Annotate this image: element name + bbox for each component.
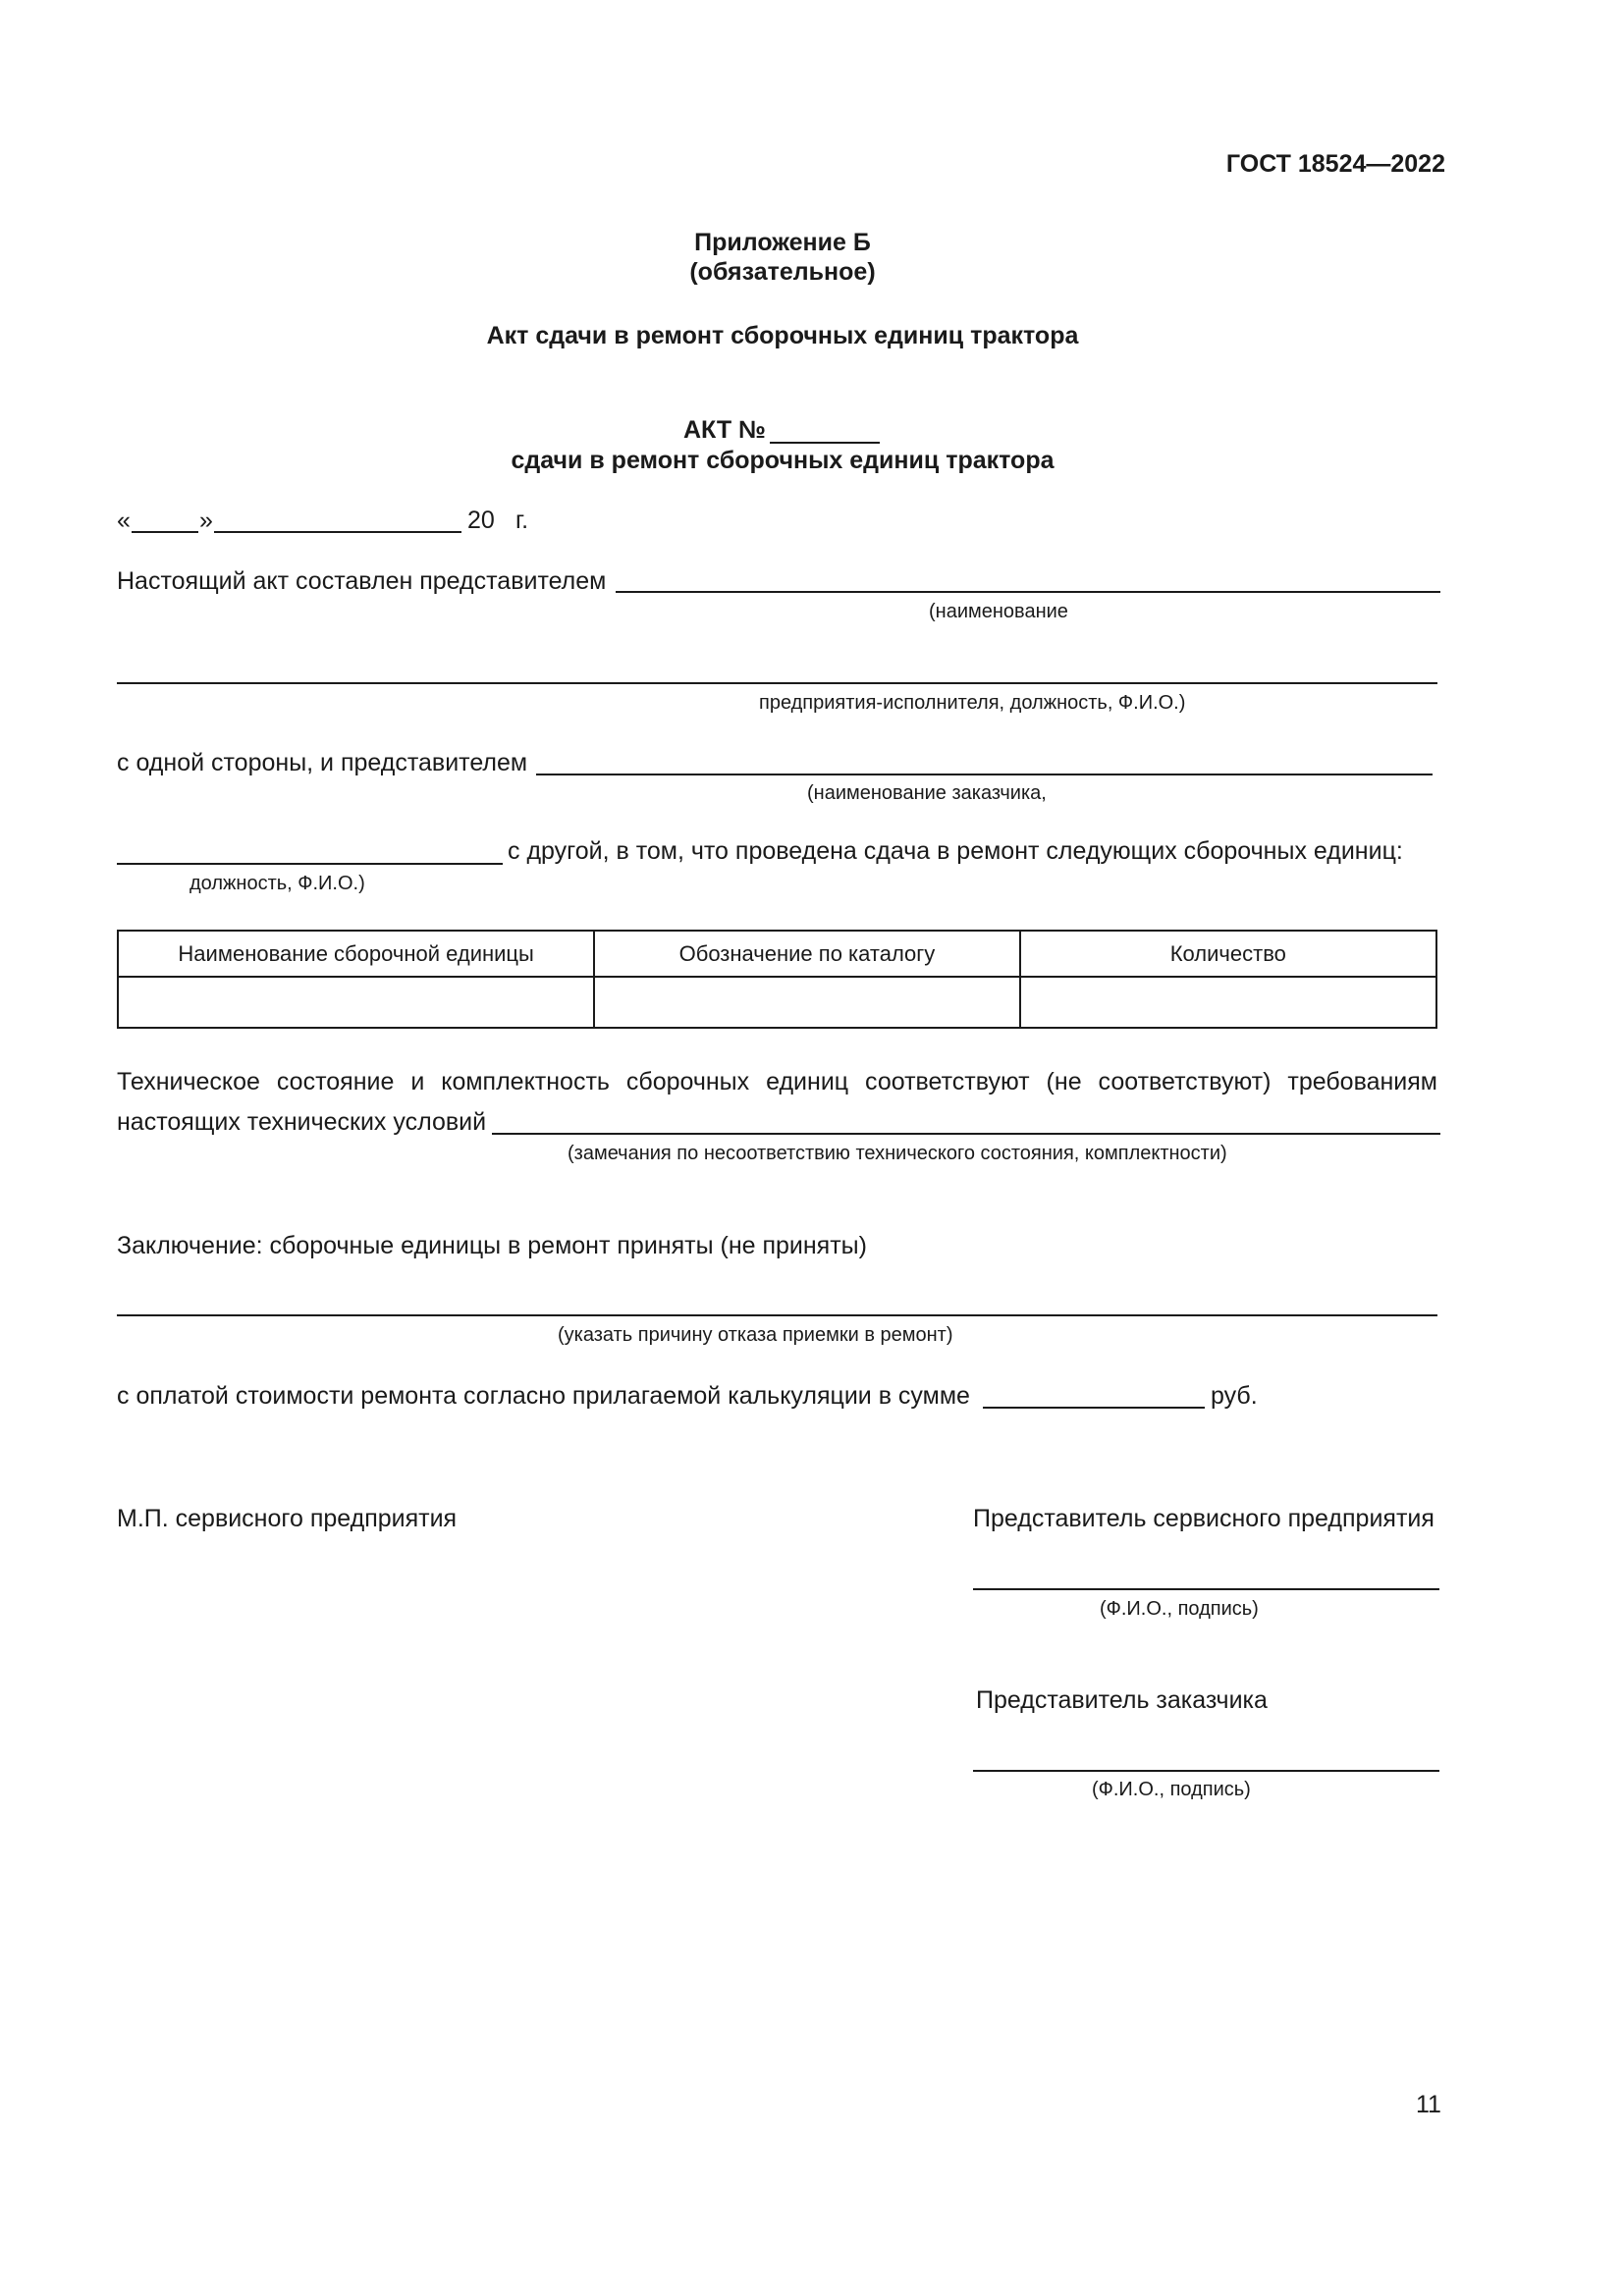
condition-line2-label: настоящих технических условий <box>117 1108 487 1136</box>
table-row <box>118 982 1436 1028</box>
rep2-label: с одной стороны, и представителем <box>117 749 528 776</box>
conclusion-label: Заключение: сборочные единицы в ремонт приняты (не приняты) <box>117 1232 867 1259</box>
date-open-quote: « <box>117 507 131 534</box>
units-table <box>117 930 1437 1029</box>
column-header: Количество <box>1020 931 1436 977</box>
date-year-prefix: 20 <box>467 507 495 534</box>
rep2-hint-2: должность, Ф.И.О.) <box>189 873 365 894</box>
condition-text: Техническое состояние и комплектность сборочных единиц соответствуют (не соответствуют) требованиям <box>117 1068 1437 1095</box>
service-signature-line[interactable] <box>973 1588 1439 1590</box>
payment-amount-line[interactable] <box>983 1407 1205 1409</box>
standard-code: ГОСТ 18524—2022 <box>1225 150 1445 178</box>
column-header: Обозначение по каталогу <box>594 931 1019 977</box>
act-number-line <box>770 442 880 444</box>
conclusion-line[interactable] <box>117 1314 1437 1316</box>
appendix-status: (обязательное) <box>689 258 876 286</box>
customer-rep-label: Представитель заказчика <box>976 1686 1268 1714</box>
rep1-hint: (наименование <box>929 601 1068 622</box>
appendix-title: Приложение Б <box>694 229 871 256</box>
date-year-suffix: г. <box>515 507 529 534</box>
act-number-label: АКТ № <box>683 416 767 444</box>
payment-text: с оплатой стоимости ремонта согласно прилагаемой калькуляции в сумме <box>117 1382 970 1410</box>
customer-signature-line[interactable] <box>973 1770 1439 1772</box>
date-day-line <box>132 531 198 533</box>
condition-line[interactable] <box>492 1133 1440 1135</box>
appendix-caption: Акт сдачи в ремонт сборочных единиц трактора <box>486 322 1079 349</box>
date-month-line <box>214 531 461 533</box>
condition-hint: (замечания по несоответствию технического состояния, комплектности) <box>568 1143 1227 1164</box>
rep1-line-2[interactable] <box>117 682 1437 684</box>
rep1-line[interactable] <box>616 591 1440 593</box>
customer-signature-hint: (Ф.И.О., подпись) <box>1092 1779 1251 1800</box>
page-number: 11 <box>1416 2091 1441 2118</box>
rep2-line-2[interactable] <box>117 863 503 865</box>
table-cell[interactable] <box>118 982 594 1028</box>
service-signature-hint: (Ф.И.О., подпись) <box>1100 1598 1259 1620</box>
rep2-hint: (наименование заказчика, <box>807 782 1047 804</box>
rep1-label: Настоящий акт составлен представителем <box>117 567 607 595</box>
table-cell[interactable] <box>1020 982 1436 1028</box>
service-rep-label: Представитель сервисного предприятия <box>973 1505 1435 1532</box>
rep2-line[interactable] <box>536 774 1433 775</box>
rep1-hint-2: предприятия-исполнителя, должность, Ф.И.О.) <box>759 692 1186 714</box>
stamp-label: М.П. сервисного предприятия <box>117 1505 458 1532</box>
date-close-quote: » <box>199 507 213 534</box>
table-cell[interactable] <box>594 982 1019 1028</box>
other-side-text: с другой, в том, что проведена сдача в ремонт следующих сборочных единиц: <box>508 837 1403 865</box>
conclusion-hint: (указать причину отказа приемки в ремонт) <box>558 1324 953 1346</box>
act-subtitle: сдачи в ремонт сборочных единиц трактора <box>511 447 1055 474</box>
currency-label: руб. <box>1211 1382 1258 1410</box>
column-header: Наименование сборочной единицы <box>118 931 594 977</box>
